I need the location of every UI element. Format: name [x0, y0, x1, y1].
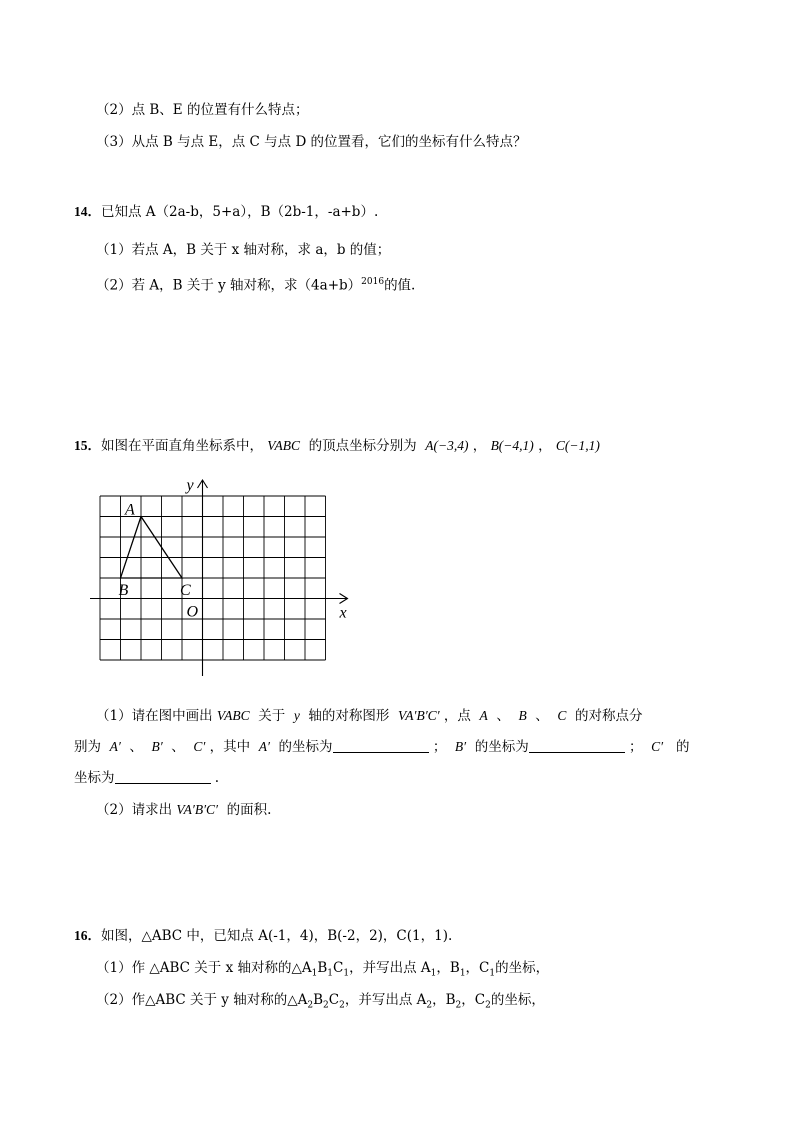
answer-blank[interactable]	[115, 768, 211, 784]
question-number: 14．	[74, 204, 101, 219]
subscript: 2	[455, 1000, 462, 1011]
point-c-label: C	[180, 582, 191, 599]
triangle-image-name: VA′B′C′	[176, 802, 218, 817]
text: C	[479, 960, 490, 976]
x-axis-label: x	[339, 604, 347, 622]
coordinate-grid-figure	[88, 477, 347, 678]
text: （2）作△ABC 关于 y 轴对称的△A	[96, 992, 308, 1008]
text: （1）请在图中画出	[96, 708, 213, 724]
text: C	[328, 992, 340, 1008]
text: ，	[461, 992, 475, 1008]
subscript: 1	[430, 968, 437, 979]
text: B	[313, 992, 324, 1008]
point-label: A	[479, 708, 488, 723]
subscript: 1	[311, 968, 318, 979]
text: 的面积.	[226, 802, 272, 818]
text: C	[474, 992, 486, 1008]
text: B	[445, 992, 456, 1008]
subscript: 1	[327, 968, 334, 979]
answer-blank[interactable]	[529, 737, 625, 753]
text: 的	[675, 739, 690, 755]
q14-part2-end: 的值.	[384, 277, 416, 294]
subscript: 1	[343, 968, 350, 979]
text: 轴的对称图形	[308, 708, 390, 724]
point-b-coord: B(−4,1)	[490, 438, 534, 453]
q15-part1-line3	[74, 768, 219, 788]
q14-part2-text: （2）若 A，B 关于 y 轴对称，求（4a+b）	[96, 277, 362, 294]
q16-part1	[96, 958, 549, 984]
point-c-coord: C(−1,1)	[555, 438, 600, 453]
q13-part2: （2）点 B、E 的位置有什么特点；	[96, 102, 309, 118]
text: 的坐标，	[495, 960, 550, 976]
text: .	[214, 770, 220, 786]
point-a-coord: A(−3,4)	[425, 438, 469, 453]
text: （2）请求出	[96, 802, 173, 818]
point-label: C	[557, 708, 567, 723]
text: ，点	[443, 708, 471, 724]
q14-stem	[74, 202, 378, 222]
point-label: C′	[651, 739, 664, 754]
point-a-label: A	[125, 501, 135, 519]
separator: 、	[129, 739, 143, 755]
separator: ；	[432, 739, 447, 755]
exponent: 2016	[361, 277, 385, 287]
answer-blank[interactable]	[333, 737, 429, 753]
text: 关于	[258, 708, 286, 724]
subscript: 2	[426, 1000, 433, 1011]
text: C	[333, 960, 344, 976]
text: ，	[465, 960, 480, 976]
subscript: 1	[489, 968, 496, 979]
q14-stem-text: 已知点 A（2a-b，5+a），B（2b-1，-a+b）.	[101, 204, 379, 220]
question-number: 15．	[74, 438, 101, 453]
separator: ，	[538, 438, 552, 454]
subscript: 2	[307, 1000, 314, 1011]
triangle-name: VABC	[267, 438, 301, 453]
point-label: B′	[151, 739, 163, 754]
q15-part2	[96, 800, 271, 820]
text: B	[317, 960, 328, 976]
question-number: 16．	[74, 928, 101, 943]
point-label: C′	[193, 739, 206, 754]
text: 的坐标为	[278, 739, 333, 755]
subscript: 2	[339, 1000, 345, 1011]
text: 坐标为	[74, 770, 115, 786]
separator: 、	[171, 739, 185, 755]
text: B	[449, 960, 460, 976]
text: ，并写出点 A	[349, 960, 431, 976]
separator: ；	[629, 739, 643, 755]
subscript: 2	[485, 1000, 491, 1011]
point-label: B	[518, 708, 527, 723]
separator: ，	[472, 438, 487, 454]
triangle-abc	[121, 517, 183, 579]
point-label: A′	[109, 739, 121, 754]
text: （1）作 △ABC 关于 x 轴对称的△A	[96, 960, 312, 976]
q15-stem-text: 如图在平面直角坐标系中，	[101, 438, 263, 454]
separator: 、	[535, 708, 549, 724]
q15-stem	[74, 436, 600, 456]
text: ，其中	[209, 739, 251, 755]
q13-part3: （3）从点 B 与点 E，点 C 与点 D 的位置看，它们的坐标有什么特点？	[96, 134, 527, 150]
y-axis-label: y	[186, 477, 194, 494]
point-b-label: B	[118, 582, 129, 599]
text: ，	[436, 960, 450, 976]
text: ，并写出点 A	[344, 992, 427, 1008]
q16-stem-text: 如图，△ABC 中，已知点 A(-1，4)，B(-2，2)，C(1，1).	[101, 928, 453, 944]
point-label: A′	[258, 739, 270, 754]
q15-part1-line2	[74, 737, 689, 757]
triangle-image-name: VA′B′C′	[398, 708, 440, 723]
subscript: 2	[323, 1000, 329, 1011]
text: 的坐标为	[474, 739, 529, 755]
q15-part1-line1	[96, 706, 643, 726]
text: 的对称点分	[575, 708, 643, 724]
q14-part2	[96, 272, 415, 296]
axis-name: y	[293, 708, 300, 723]
q16-part2	[96, 990, 545, 1016]
text: 别为	[74, 739, 101, 755]
text: 的坐标，	[490, 992, 545, 1008]
separator: 、	[496, 708, 510, 724]
triangle-name: VABC	[216, 708, 250, 723]
q15-stem-mid: 的顶点坐标分别为	[308, 438, 417, 454]
subscript: 1	[459, 968, 466, 979]
text: ，	[432, 992, 446, 1008]
origin-label: O	[186, 603, 199, 621]
q14-part1: （1）若点 A，B 关于 x 轴对称，求 a，b 的值；	[96, 242, 391, 258]
q16-stem	[74, 926, 452, 946]
point-label: B′	[454, 739, 467, 754]
